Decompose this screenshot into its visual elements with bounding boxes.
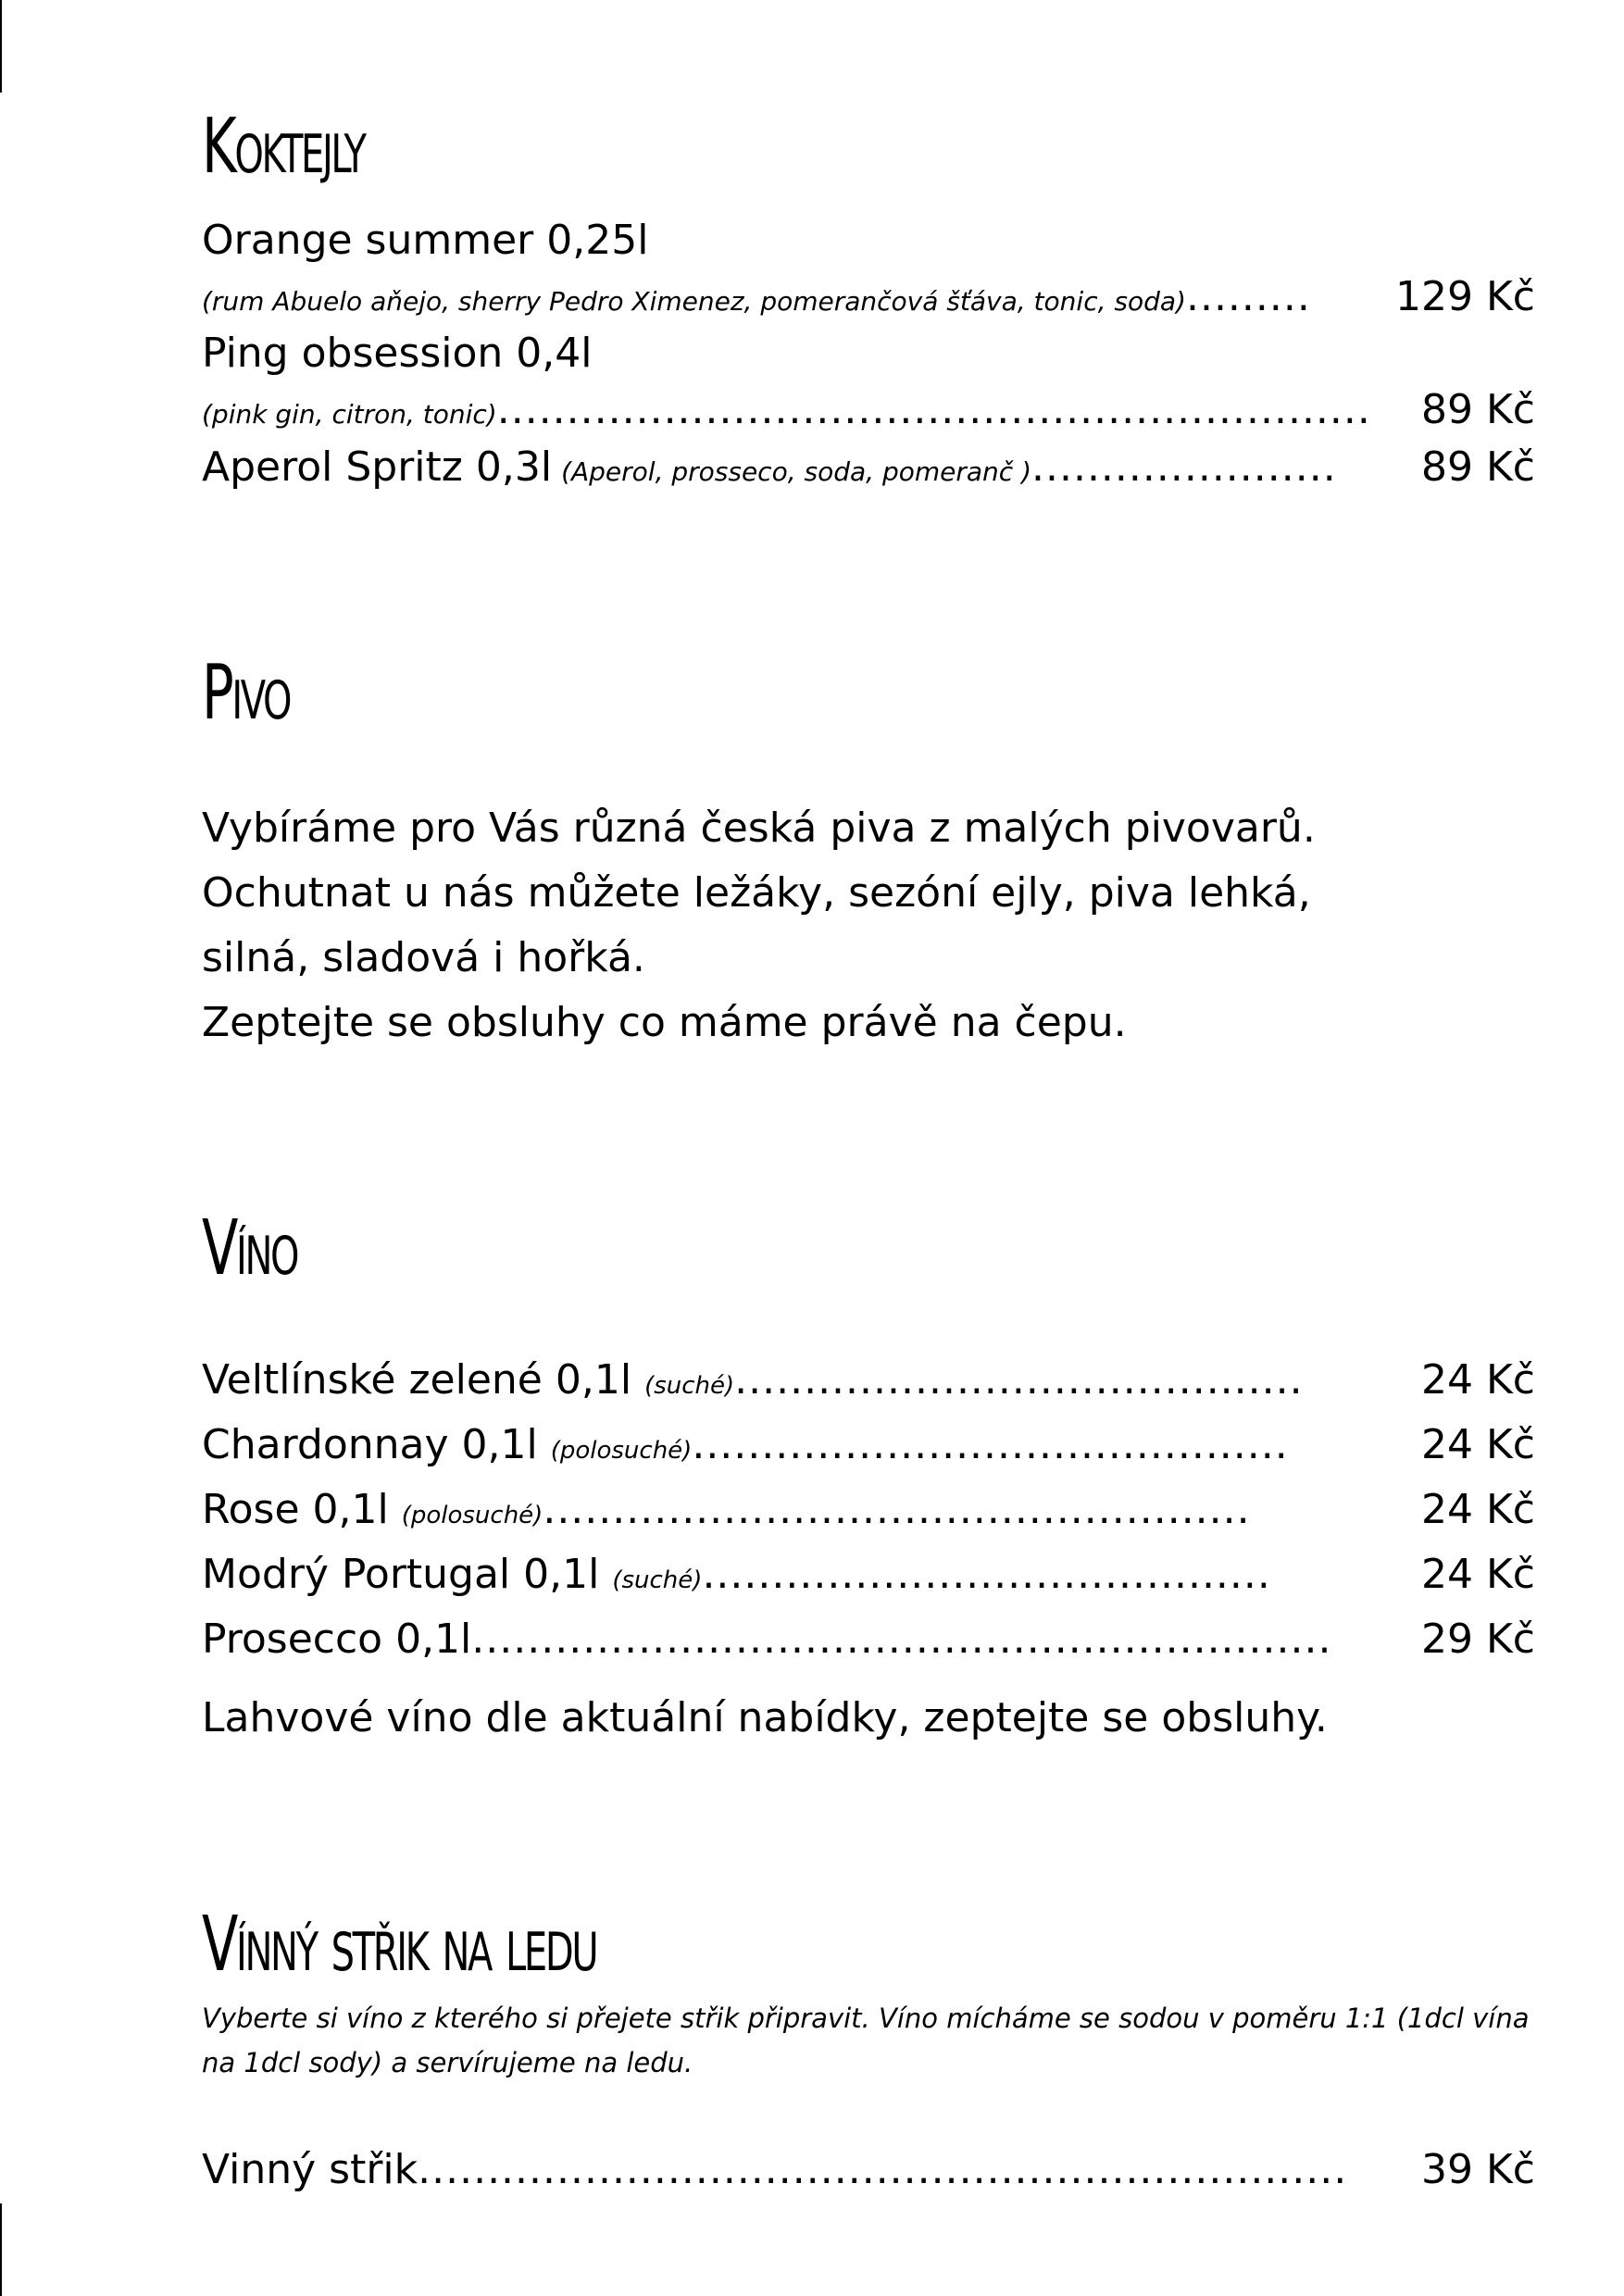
menu-item-row bbox=[202, 268, 1535, 326]
pivo-line: silná, sladová i hořká. bbox=[202, 934, 645, 981]
menu-item-note: (rum Abuelo aňejo, sherry Pedro Ximenez, pomerančová šťáva, tonic, soda) bbox=[202, 286, 1186, 317]
pivo-line: Vybíráme pro Vás různá česká piva z malých pivovarů. bbox=[202, 805, 1316, 852]
menu-item-name: Orange summer 0,25l bbox=[202, 217, 649, 264]
menu-item-price: 129 Kč bbox=[1394, 273, 1535, 320]
page-edge-mark-bottom bbox=[0, 2203, 2, 2296]
wine-price: 24 Kč bbox=[1420, 1551, 1535, 1598]
wine-note: (polosuché) bbox=[550, 1437, 693, 1465]
wine-price: 29 Kč bbox=[1420, 1616, 1535, 1663]
menu-item-row bbox=[202, 439, 1535, 496]
pivo-line: Ochutnat u nás můžete ležáky, sezóní ejly, piva lehká, bbox=[202, 869, 1311, 917]
wine-name: Rose 0,1l bbox=[202, 1486, 389, 1533]
wine-row bbox=[202, 1607, 1535, 1672]
pivo-description bbox=[202, 796, 1535, 1055]
menu-item-note: (Aperol, prosseco, soda, pomeranč ) bbox=[561, 456, 1031, 487]
wine-name: Chardonnay 0,1l bbox=[202, 1421, 538, 1468]
wine-bottle-note: Lahvové víno dle aktuální nabídky, zeptejte se obsluhy. bbox=[202, 1694, 1328, 1741]
dot-leader: .............................................................. bbox=[471, 1616, 1332, 1663]
dot-leader: ................................................................... bbox=[418, 2146, 1348, 2193]
wine-name: Modrý Portugal 0,1l bbox=[202, 1551, 600, 1598]
wine-name: Prosecco 0,1l bbox=[202, 1616, 472, 1663]
menu-item-price: 89 Kč bbox=[1420, 443, 1535, 491]
strik-description: Vyberte si víno z kterého si přejete střik připravit. Víno mícháme se sodou v poměru 1:1 (1dcl vína na 1dcl sody) a servírujeme na ledu. bbox=[202, 2003, 1530, 2078]
wine-price: 24 Kč bbox=[1420, 1486, 1535, 1533]
strik-name: Vinný střik bbox=[202, 2146, 418, 2193]
dot-leader: ...................... bbox=[1031, 443, 1337, 491]
section-pivo bbox=[202, 649, 1535, 1055]
menu-item-name: Aperol Spritz 0,3l bbox=[202, 443, 553, 491]
wine-price: 24 Kč bbox=[1420, 1356, 1535, 1404]
wine-note: (suché) bbox=[612, 1566, 703, 1594]
dot-leader: ................................................... bbox=[543, 1486, 1251, 1533]
menu-item-row bbox=[202, 381, 1535, 439]
page-edge-mark-top bbox=[0, 0, 2, 93]
wine-note: (polosuché) bbox=[401, 1502, 543, 1529]
section-title-pivo: Pivo bbox=[202, 649, 291, 737]
section-vinny-strik bbox=[202, 1901, 1535, 2198]
wine-note: (suché) bbox=[644, 1372, 735, 1400]
section-title-vino: Víno bbox=[202, 1204, 298, 1292]
wine-row bbox=[202, 1348, 1535, 1413]
dot-leader: ......................................... bbox=[734, 1356, 1304, 1404]
strik-row bbox=[202, 2142, 1535, 2198]
wine-row bbox=[202, 1413, 1535, 1478]
dot-leader: ......................................... bbox=[702, 1551, 1271, 1598]
menu-item-price: 89 Kč bbox=[1420, 386, 1535, 433]
section-title-vinny-strik: Vínný střik na ledu bbox=[202, 1901, 597, 1989]
section-title-koktejly: Koktejly bbox=[202, 103, 365, 191]
wine-price: 24 Kč bbox=[1420, 1421, 1535, 1468]
section-koktejly bbox=[202, 103, 1535, 496]
wine-list bbox=[202, 1348, 1535, 1672]
strik-price: 39 Kč bbox=[1420, 2146, 1535, 2193]
menu-item-note: (pink gin, citron, tonic) bbox=[202, 399, 497, 430]
wine-row bbox=[202, 1542, 1535, 1607]
dot-leader: ......... bbox=[1185, 273, 1311, 320]
dot-leader: ............................................................... bbox=[496, 386, 1371, 433]
wine-name: Veltlínské zelené 0,1l bbox=[202, 1356, 632, 1404]
section-vino bbox=[202, 1204, 1535, 1746]
pivo-line: Zeptejte se obsluhy co máme právě na čepu. bbox=[202, 999, 1127, 1046]
wine-row bbox=[202, 1478, 1535, 1542]
menu-item-name: Ping obsession 0,4l bbox=[202, 330, 593, 377]
dot-leader: ........................................... bbox=[692, 1421, 1289, 1468]
